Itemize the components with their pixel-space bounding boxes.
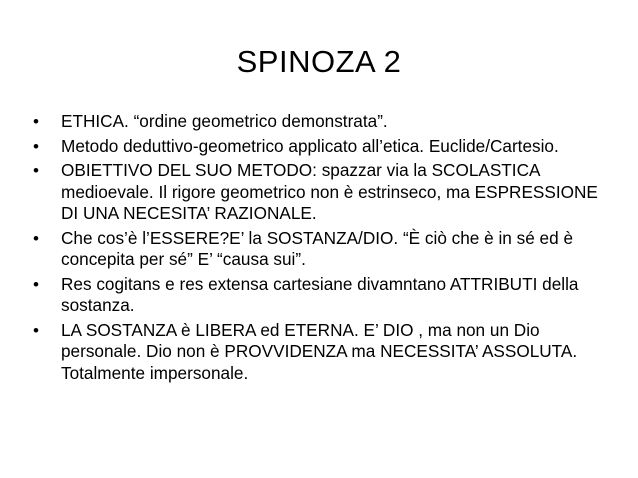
bullet-item: [33, 111, 603, 133]
bullet-icon: •: [33, 136, 39, 156]
bullet-item: [33, 228, 603, 271]
slide-title: SPINOZA 2: [236, 44, 402, 79]
bullet-item: [33, 136, 603, 158]
bullet-item: [33, 160, 603, 225]
bullet-icon: •: [33, 274, 39, 294]
bullet-icon: •: [33, 112, 39, 131]
bullet-icon: •: [33, 228, 39, 248]
bullet-icon: •: [33, 320, 39, 340]
bullet-text: Che cos’è l’ESSERE?E’ la SOSTANZA/DIO. “È ciò che è in sé ed è concepita per sé” E’ “causa sui”.: [61, 227, 574, 269]
bullet-icon: •: [33, 161, 39, 180]
bullet-text: Metodo deduttivo-geometrico applicato all’etica. Euclide/Cartesio.: [61, 135, 559, 156]
bullet-text: OBIETTIVO DEL SUO METODO: spazzar via la SCOLASTICA medioevale. Il rigore geometrico non è estrinseco, ma ESPRESSIONE DI UNA NECESITA’ RAZIONALE.: [61, 160, 598, 223]
bullet-list: [33, 111, 603, 387]
bullet-item: [33, 320, 603, 385]
bullet-item: [33, 274, 603, 317]
bullet-text: LA SOSTANZA è LIBERA ed ETERNA. E’ DIO , ma non un Dio personale. Dio non è PROVVIDENZA ma NECESSITA’ ASSOLUTA. Totalmente impersonale.: [61, 319, 578, 383]
bullet-text: Res cogitans e res extensa cartesiane divamntano ATTRIBUTI della sostanza.: [61, 273, 579, 315]
bullet-text: ETHICA. “ordine geometrico demonstrata”.: [61, 111, 388, 131]
